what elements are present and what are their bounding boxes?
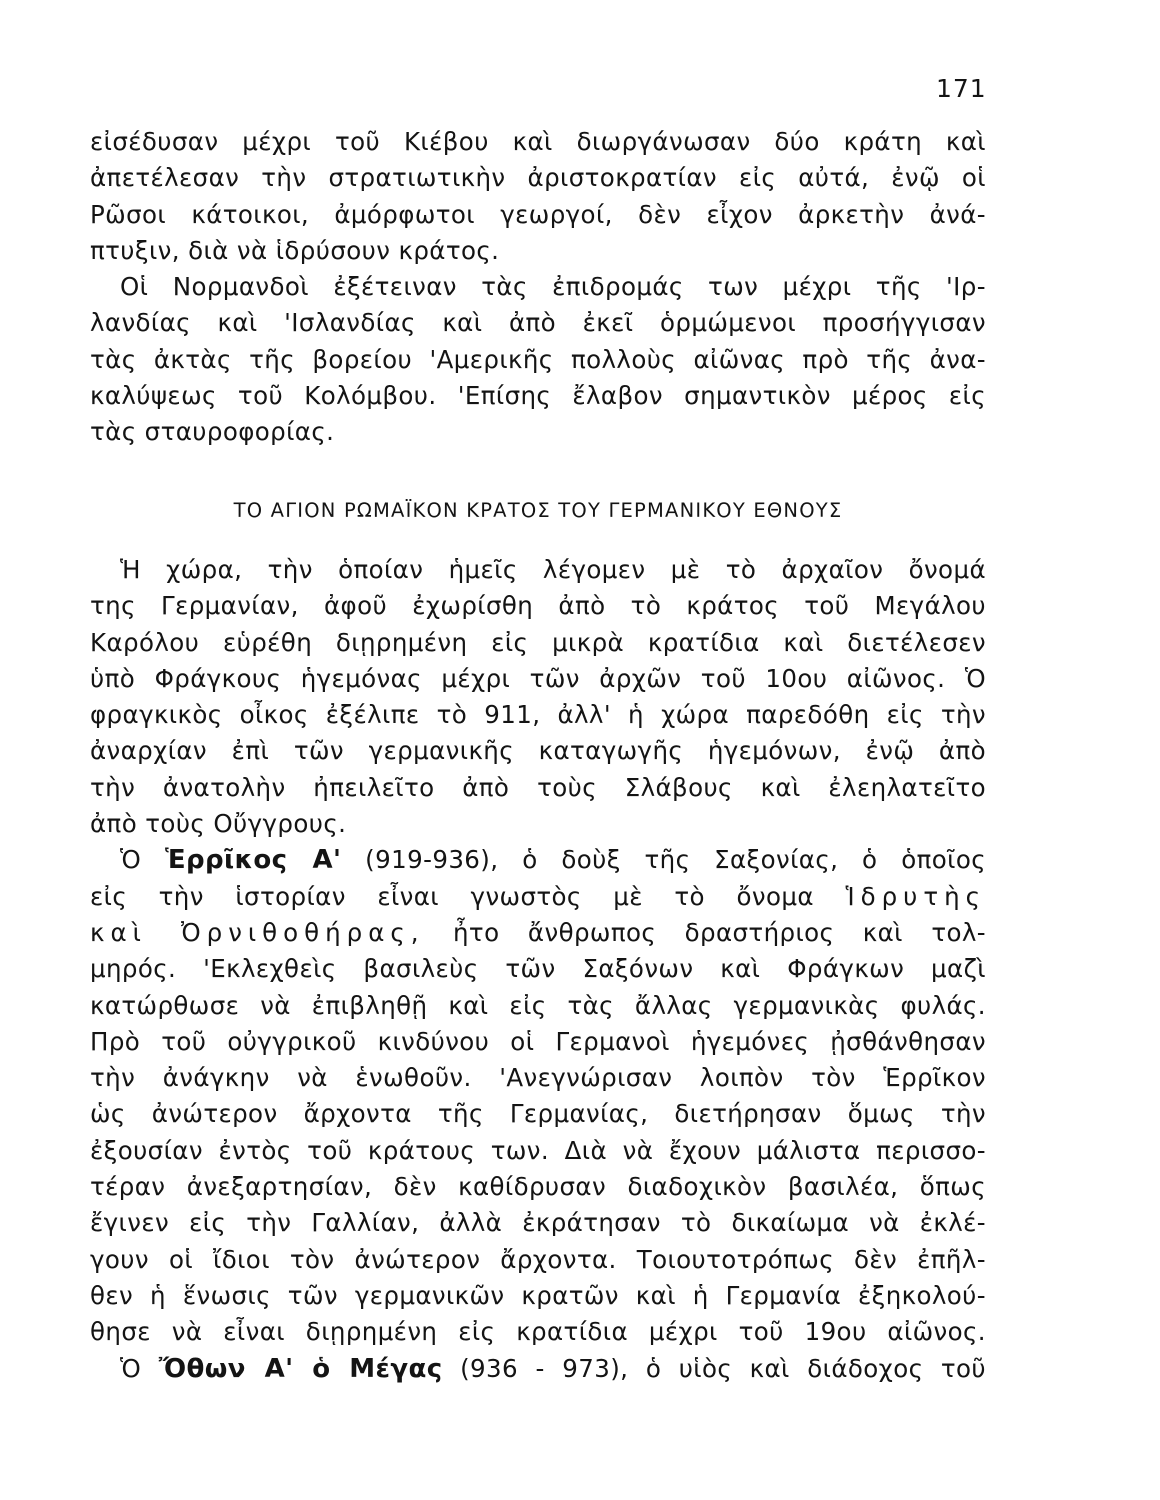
text-line: ἔγινεν εἰς τὴν Γαλλίαν, ἀλλὰ ἐκράτησαν τὸ δικαίωμα νὰ ἐκλέ- bbox=[90, 1208, 986, 1238]
text-fragment: Ὁ bbox=[120, 845, 165, 875]
text-fragment: (936 - 973), ὁ υἱὸς καὶ διάδοχος τοῦ bbox=[442, 1353, 986, 1383]
text-line: ὡς ἀνώτερον ἄρχοντα τῆς Γερμανίας, διετήρησαν ὅμως τὴν bbox=[90, 1099, 986, 1129]
text-line: Οἱ Νορμανδοὶ ἐξέτειναν τὰς ἐπιδρομάς των μέχρι τῆς 'Ιρ- bbox=[120, 272, 986, 302]
text-line: θησε νὰ εἶναι διῃρημένη εἰς κρατίδια μέχρι τοῦ 19ου αἰῶνος. bbox=[90, 1317, 986, 1347]
text-line: της Γερμανίαν, ἀφοῦ ἐχωρίσθη ἀπὸ τὸ κράτος τοῦ Μεγάλου bbox=[90, 591, 986, 621]
text-fragment: εἰς τὴν ἱστορίαν εἶναι γνωστὸς μὲ τὸ ὄνομα bbox=[90, 881, 814, 911]
text-line: κατώρθωσε νὰ ἐπιβληθῇ καὶ εἰς τὰς ἄλλας γερμανικὰς φυλάς. bbox=[90, 990, 986, 1020]
text-fragment: ἦτο ἄνθρωπος δραστήριος καὶ τολ- bbox=[424, 917, 986, 947]
text-line: ἀπὸ τοὺς Οὔγγρους. bbox=[90, 809, 347, 839]
text-line: τέραν ἀνεξαρτησίαν, δὲν καθίδρυσαν διαδοχικὸν βασιλέα, ὅπως bbox=[90, 1172, 986, 1202]
text-line: τὴν ἀνάγκην νὰ ἑνωθοῦν. 'Ανεγνώρισαν λοιπὸν τὸν Ἑρρῖκον bbox=[90, 1063, 986, 1093]
text-line: λανδίας καὶ 'Ισλανδίας καὶ ἀπὸ ἐκεῖ ὁρμώμενοι προσήγγισαν bbox=[90, 308, 986, 338]
text-line: Ἡ χώρα, τὴν ὁποίαν ἡμεῖς λέγομεν μὲ τὸ ἀρχαῖον ὄνομά bbox=[120, 555, 986, 584]
text-line: μηρός. 'Εκλεχθεὶς βασιλεὺς τῶν Σαξόνων καὶ Φράγκων μαζὶ bbox=[90, 954, 986, 984]
text-line: τὴν ἀνατολὴν ἠπειλεῖτο ἀπὸ τοὺς Σλάβους καὶ ἐλεηλατεῖτο bbox=[90, 772, 986, 802]
otto-intro-line bbox=[90, 1351, 986, 1387]
text-line bbox=[90, 915, 986, 951]
ruler-name-otto: Ὄθων Α' ὁ Μέγας bbox=[158, 1353, 443, 1384]
text-line: ἀναρχίαν ἐπὶ τῶν γερμανικῆς καταγωγῆς ἡγεμόνων, ἐνῷ ἀπὸ bbox=[90, 736, 986, 766]
text-line: Πρὸ τοῦ οὐγγρικοῦ κινδύνου οἱ Γερμανοὶ ἡγεμόνες ᾐσθάνθησαν bbox=[90, 1026, 986, 1056]
text-line: ἀπετέλεσαν τὴν στρατιωτικὴν ἀριστοκρατίαν εἰς αὐτά, ἐνῷ οἱ bbox=[90, 163, 986, 193]
text-line: εἰσέδυσαν μέχρι τοῦ Κιέβου καὶ διωργάνωσαν δύο κράτη καὶ bbox=[90, 127, 986, 156]
text-line bbox=[90, 879, 986, 915]
text-line: ἐξουσίαν ἐντὸς τοῦ κράτους των. Διὰ νὰ ἔχουν μάλιστα περισσο- bbox=[90, 1135, 986, 1165]
section-germany bbox=[90, 552, 986, 1387]
text-line: Καρόλου εὑρέθη διῃρημένη εἰς μικρὰ κρατίδια καὶ διετέλεσεν bbox=[90, 627, 986, 657]
epithet-founder: Ἱδρυτὴς bbox=[845, 881, 986, 911]
text-line: ὑπὸ Φράγκους ἡγεμόνας μέχρι τῶν ἀρχῶν τοῦ 10ου αἰῶνος. Ὁ bbox=[90, 663, 986, 693]
page-number: 171 bbox=[936, 74, 987, 103]
ruler-name-henry: Ἑρρῖκος Α' bbox=[164, 845, 342, 876]
text-line: τὰς σταυροφορίας. bbox=[90, 417, 335, 447]
text-line: φραγκικὸς οἶκος ἐξέλιπε τὸ 911, ἀλλ' ἡ χώρα παρεδόθη εἰς τὴν bbox=[90, 700, 986, 730]
henry-intro-line bbox=[90, 842, 986, 878]
section-heading: ΤΟ ΑΓΙΟΝ ΡΩΜΑΪΚΟΝ ΚΡΑΤΟΣ ΤΟΥ ΓΕΡΜΑΝΙΚΟΥ ΕΘΝΟΥΣ bbox=[233, 499, 843, 522]
text-fragment: (919-936), ὁ δοὺξ τῆς Σαξονίας, ὁ ὁποῖος bbox=[341, 845, 986, 875]
epithet-fowler: καὶ Ὀρνιθοθήρας, bbox=[90, 917, 425, 947]
text-fragment: Ὁ bbox=[120, 1353, 159, 1383]
section-normans bbox=[90, 124, 986, 451]
text-line: γουν οἱ ἴδιοι τὸν ἀνώτερον ἄρχοντα. Τοιουτοτρόπως δὲν ἐπῆλ- bbox=[90, 1244, 986, 1274]
text-line: θεν ἡ ἕνωσις τῶν γερμανικῶν κρατῶν καὶ ἡ Γερμανία ἐξηκολού- bbox=[90, 1280, 986, 1310]
text-line: καλύψεως τοῦ Κολόμβου. 'Επίσης ἔλαβον σημαντικὸν μέρος εἰς bbox=[90, 381, 986, 411]
text-line: Ρῶσοι κάτοικοι, ἀμόρφωτοι γεωργοί, δὲν εἶχον ἀρκετὴν ἀνά- bbox=[90, 199, 986, 229]
text-line: πτυξιν, διὰ νὰ ἱδρύσουν κράτος. bbox=[90, 235, 500, 265]
text-line: τὰς ἀκτὰς τῆς βορείου 'Αμερικῆς πολλοὺς αἰῶνας πρὸ τῆς ἀνα- bbox=[90, 344, 986, 374]
